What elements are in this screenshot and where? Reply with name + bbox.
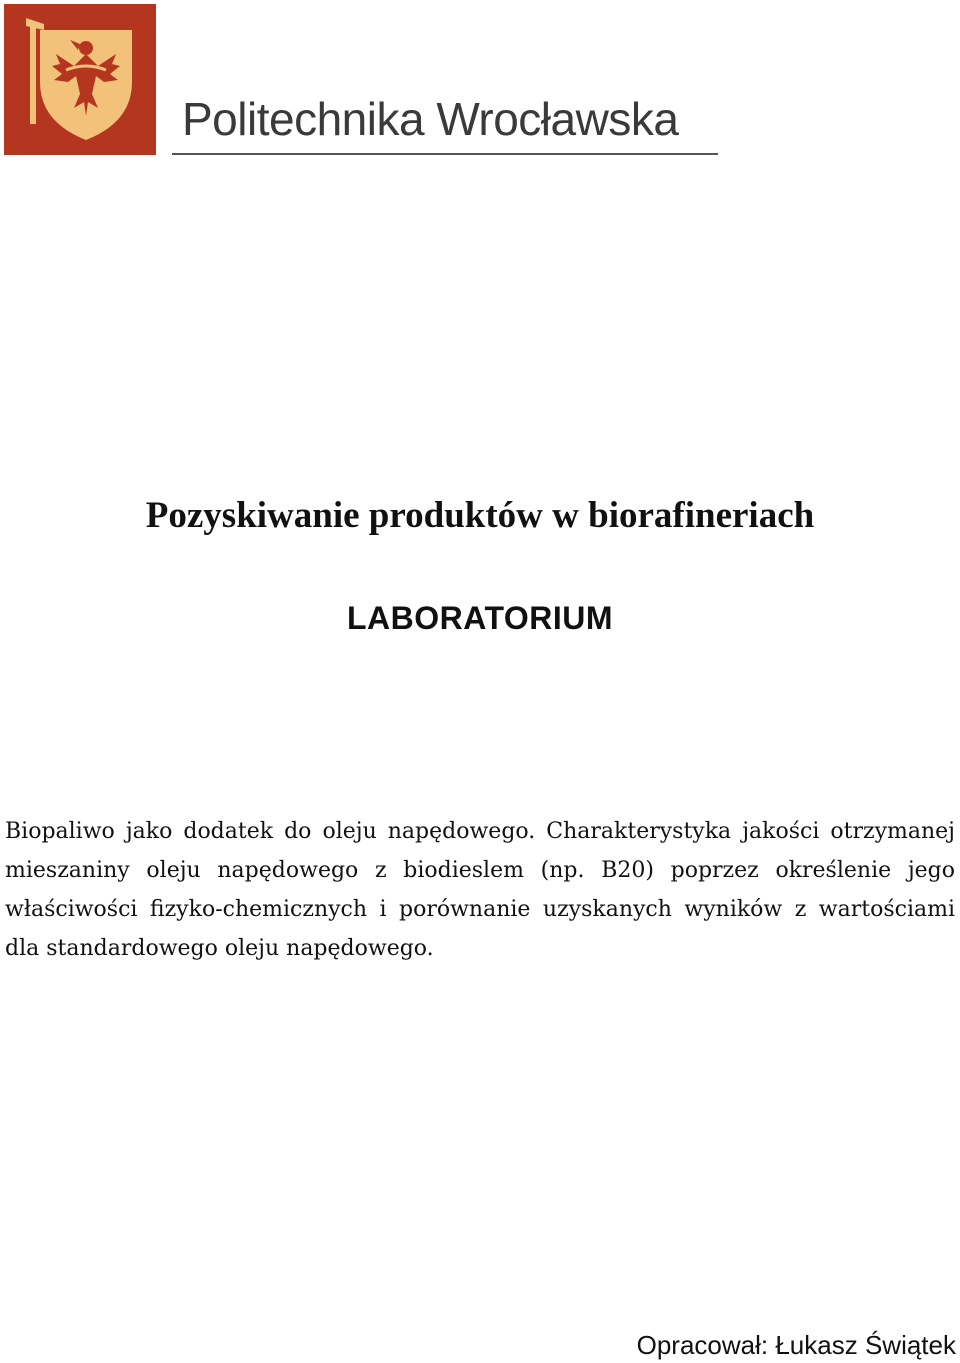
university-name: Politechnika Wrocławska <box>182 93 679 145</box>
document-subtitle: LABORATORIUM <box>346 600 614 636</box>
author-credit: Opracował: Łukasz Świątek <box>636 1330 956 1360</box>
header-divider <box>172 153 718 155</box>
eagle-coat-of-arms-icon <box>4 4 156 155</box>
university-logo <box>4 4 156 155</box>
document-description: Biopaliwo jako dodatek do oleju napędowego. Charakterystyka jakości otrzymanej mieszaniny oleju napędowego z biodieslem (np. B20) poprzez określenie jego właściwości fizyko-chemicznych i porównanie uzyskanych wyników z wartościami dla standardowego oleju napędowego. <box>5 819 955 961</box>
document-title: Pozyskiwanie produktów w biorafineriach <box>145 495 815 536</box>
